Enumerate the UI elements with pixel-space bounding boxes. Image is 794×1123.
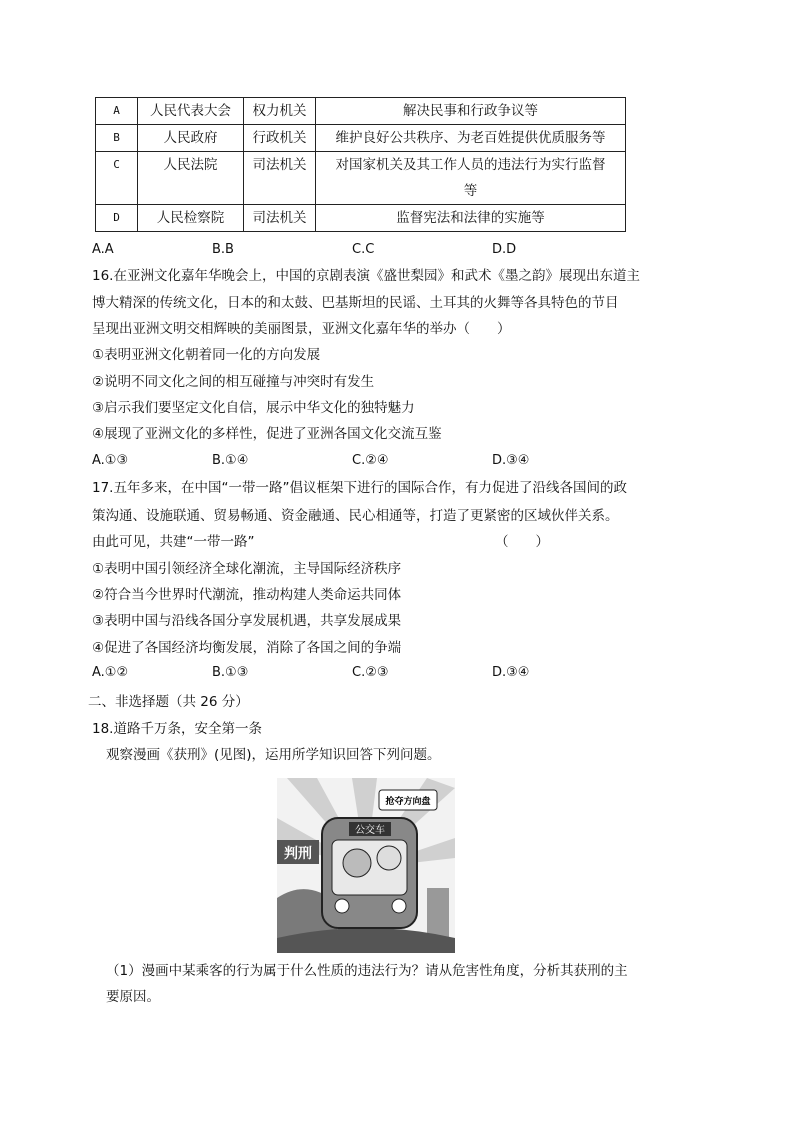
- row-letter: D: [96, 205, 138, 232]
- function-cell: 解决民事和行政争议等: [316, 98, 626, 125]
- speech-bubble: 抢夺方向盘: [385, 797, 431, 807]
- row-letter: B: [96, 125, 138, 152]
- q16-option-d: D.③④: [492, 453, 530, 468]
- q17-stem: 由此可见，共建“一带一路”: [92, 534, 255, 550]
- answer-blank: （ ）: [495, 534, 549, 550]
- organ-cell: 人民检察院: [138, 205, 244, 232]
- q17-option-b: B.①③: [212, 665, 249, 680]
- q17-stem: 策沟通、设施联通、贸易畅通、资金融通、民心相通等，打造了更紧密的区域伙伴关系。: [92, 508, 619, 524]
- nature-cell: 权力机关: [244, 98, 316, 125]
- q17-statement: ①表明中国引领经济全球化潮流，主导国际经济秩序: [92, 561, 402, 577]
- organ-cell: 人民代表大会: [138, 98, 244, 125]
- q18-instruction: 观察漫画《获刑》(见图)，运用所学知识回答下列问题。: [106, 747, 441, 763]
- q16-stem: 呈现出亚洲文明交相辉映的美丽图景，亚洲文化嘉年华的举办（ ）: [92, 321, 511, 337]
- q15-option-d: D.D: [492, 242, 517, 257]
- q17-statement: ③表明中国与沿线各国分享发展机遇，共享发展成果: [92, 613, 402, 629]
- q18-title: 18.道路千万条，安全第一条: [92, 721, 262, 737]
- row-letter: A: [96, 98, 138, 125]
- q17-statement: ④促进了各国经济均衡发展，消除了各国之间的争端: [92, 640, 402, 656]
- q16-option-b: B.①④: [212, 453, 249, 468]
- q16-statement: ③启示我们要坚定文化自信，展示中华文化的独特魅力: [92, 400, 415, 416]
- q16-statement: ②说明不同文化之间的相互碰撞与冲突时有发生: [92, 374, 375, 390]
- banner-text: 判刑: [284, 846, 312, 862]
- table-row: [96, 152, 626, 205]
- q17-stem: 17.五年多来，在中国“一带一路”倡议框架下进行的国际合作，有力促进了沿线各国间的政: [92, 480, 627, 496]
- nature-cell: 司法机关: [244, 205, 316, 232]
- q17-statement: ②符合当今世界时代潮流，推动构建人类命运共同体: [92, 587, 402, 603]
- state-organs-table: [95, 97, 626, 232]
- q16-statement: ①表明亚洲文化朝着同一化的方向发展: [92, 347, 321, 363]
- nature-cell: 司法机关: [244, 152, 316, 205]
- q15-option-c: C.C: [352, 242, 375, 257]
- bus-sign: 公交车: [355, 825, 385, 836]
- function-cell: 对国家机关及其工作人员的违法行为实行监督等: [316, 152, 626, 205]
- q17-option-d: D.③④: [492, 665, 530, 680]
- q16-option-a: A.①③: [92, 453, 129, 468]
- section-heading: 二、非选择题（共 26 分）: [88, 694, 249, 710]
- q15-option-a: A.A: [92, 242, 114, 257]
- row-letter: C: [96, 152, 138, 205]
- organ-cell: 人民政府: [138, 125, 244, 152]
- q17-option-c: C.②③: [352, 665, 389, 680]
- q16-stem: 16.在亚洲文化嘉年华晚会上，中国的京剧表演《盛世梨园》和武术《墨之韵》展现出东道主: [92, 268, 640, 284]
- q15-option-b: B.B: [212, 242, 234, 257]
- organ-cell: 人民法院: [138, 152, 244, 205]
- q16-statement: ④展现了亚洲文化的多样性，促进了亚洲各国文化交流互鉴: [92, 426, 442, 442]
- q18-subquestion-1: （1）漫画中某乘客的行为属于什么性质的违法行为？请从危害性角度，分析其获刑的主: [106, 963, 628, 979]
- function-cell: 监督宪法和法律的实施等: [316, 205, 626, 232]
- nature-cell: 行政机关: [244, 125, 316, 152]
- bus-cartoon-illustration: [277, 778, 455, 953]
- q16-option-c: C.②④: [352, 453, 389, 468]
- function-cell: 维护良好公共秩序、为老百姓提供优质服务等: [316, 125, 626, 152]
- q17-option-a: A.①②: [92, 665, 129, 680]
- table-row: [96, 125, 626, 152]
- table-row: [96, 98, 626, 125]
- q18-subquestion-1: 要原因。: [106, 989, 160, 1005]
- table-row: [96, 205, 626, 232]
- q16-stem: 博大精深的传统文化，日本的和太鼓、巴基斯坦的民谣、土耳其的火舞等各具特色的节目: [92, 295, 619, 311]
